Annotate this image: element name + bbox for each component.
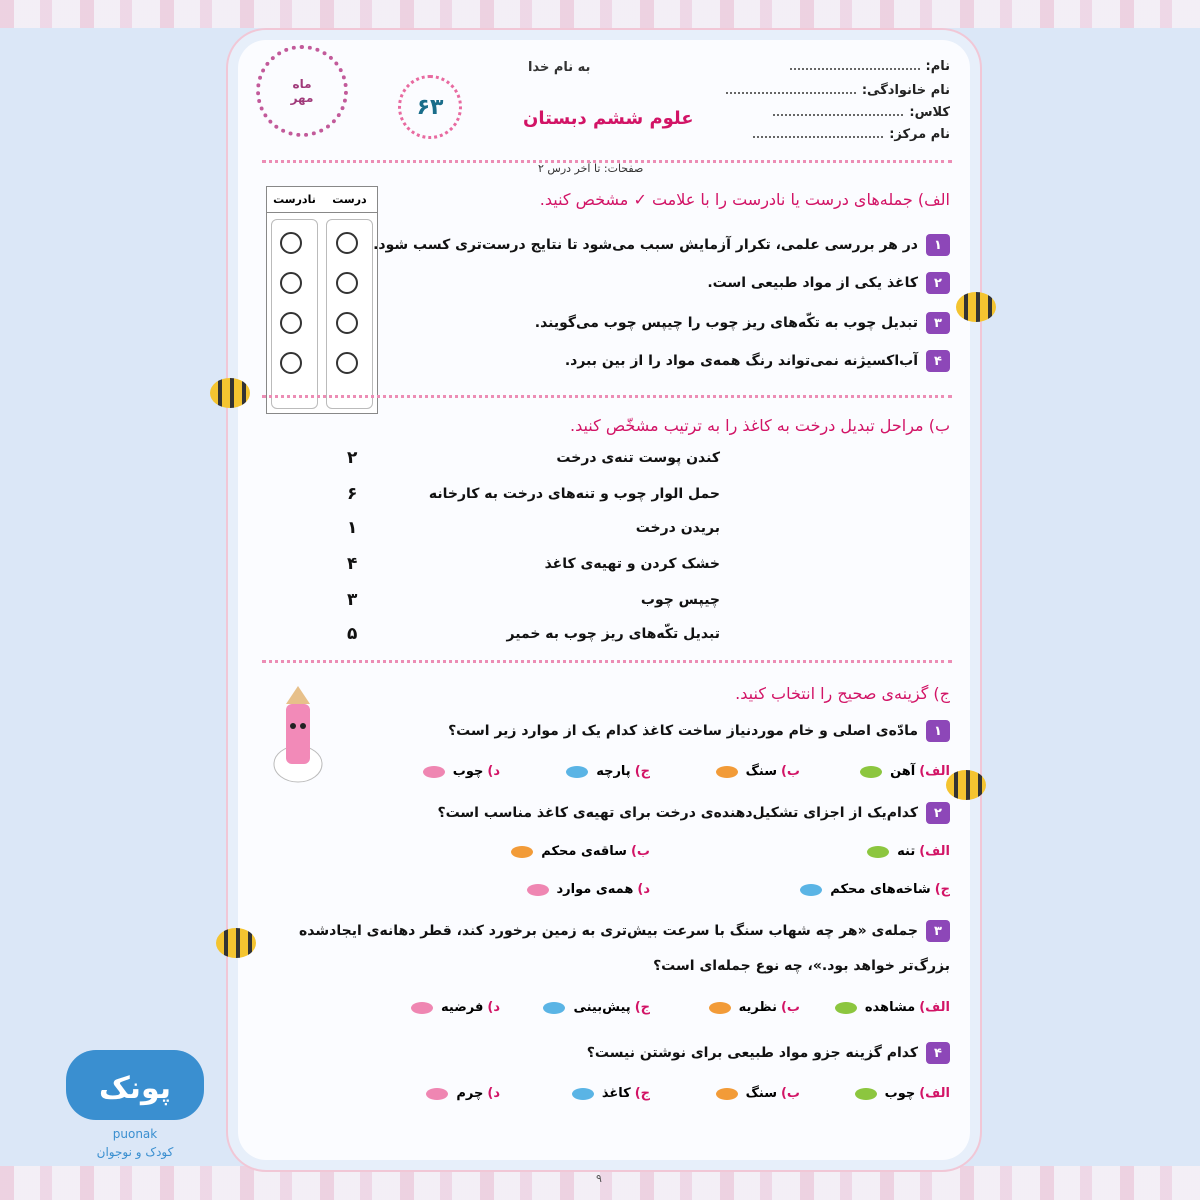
option[interactable] bbox=[500, 1000, 650, 1015]
leaf-icon bbox=[860, 766, 882, 778]
subject-title: علوم ششم دبستان bbox=[523, 108, 694, 129]
option-letter: ب) bbox=[630, 844, 650, 859]
leaf-icon bbox=[835, 1002, 857, 1014]
question-text: تبدیل چوب به تکّه‌های ریز چوب را چیپس چوب می‌گویند. bbox=[534, 315, 918, 331]
option-text: آهن bbox=[890, 764, 916, 779]
option-text: سنگ bbox=[745, 764, 777, 779]
true-choice-4[interactable] bbox=[336, 352, 358, 374]
section-b-title: ب) مراحل تبدیل درخت به کاغذ را به ترتیب مشخّص کنید. bbox=[569, 416, 950, 435]
class-field[interactable] bbox=[773, 104, 950, 120]
question-text: کدام‌یک از اجزای تشکیل‌دهنده‌ی درخت برای تهیه‌ی کاغذ مناسب است؟ bbox=[437, 805, 918, 821]
step-text: حمل الوار چوب و تنه‌های درخت به کارخانه bbox=[428, 486, 720, 502]
true-choice-2[interactable] bbox=[336, 272, 358, 294]
option[interactable] bbox=[650, 844, 950, 859]
option-text: سنگ bbox=[745, 1086, 777, 1101]
leaf-icon bbox=[411, 1002, 433, 1014]
section-a-title: الف) جمله‌های درست یا نادرست را با علامت ✓ مشخص کنید. bbox=[539, 190, 950, 209]
option-text: همه‌ی موارد bbox=[556, 882, 634, 897]
step-text: کندن پوست تنه‌ی درخت bbox=[556, 450, 720, 466]
flower-border-top bbox=[0, 0, 1200, 28]
family-label: نام خانوادگی: bbox=[861, 83, 950, 98]
option-text: تنه bbox=[897, 844, 916, 859]
option-letter: ج) bbox=[934, 882, 950, 897]
month-label: ماه bbox=[292, 77, 312, 91]
worksheet-header bbox=[238, 40, 970, 175]
option-text: شاخه‌های محکم bbox=[830, 882, 931, 897]
question-text: مادّه‌ی اصلی و خام موردنیاز ساخت کاغذ کدام یک از موارد زیر است؟ bbox=[448, 723, 918, 739]
question-text: کاغذ یکی از مواد طبیعی است. bbox=[707, 275, 918, 291]
option[interactable] bbox=[500, 764, 650, 779]
question-text: کدام گزینه جزو مواد طبیعی برای نوشتن نیست؟ bbox=[586, 1045, 918, 1061]
option[interactable] bbox=[350, 1086, 500, 1101]
center-field[interactable] bbox=[753, 126, 950, 142]
false-choice-1[interactable] bbox=[280, 232, 302, 254]
name-label: نام: bbox=[925, 59, 950, 74]
svg-text:پونک: پونک bbox=[98, 1071, 172, 1106]
exam-number-badge: ۶۳ bbox=[398, 75, 462, 139]
question-a-1 bbox=[373, 234, 950, 256]
question-text: جمله‌ی «هر چه شهاب سنگ با سرعت بیش‌تری به زمین برخورد کند، قطر دهانه‌ی ایجادشده bbox=[299, 923, 918, 939]
leaf-icon bbox=[543, 1002, 565, 1014]
options-c-3 bbox=[350, 1000, 950, 1015]
question-text: در هر بررسی علمی، تکرار آزمایش سبب می‌شود تا نتایج درست‌تری کسب شود. bbox=[373, 237, 918, 253]
option-letter: ب) bbox=[780, 1086, 800, 1101]
option-letter: ج) bbox=[634, 764, 650, 779]
svg-text:کودک و نوجوان: کودک و نوجوان bbox=[96, 1145, 174, 1159]
leaf-icon bbox=[716, 766, 738, 778]
option[interactable] bbox=[650, 882, 950, 897]
leaf-icon bbox=[800, 884, 822, 896]
step-order[interactable]: ۵ bbox=[347, 624, 358, 644]
question-a-2 bbox=[707, 272, 950, 294]
question-text: آب‌اکسیژنه نمی‌تواند رنگ همه‌ی مواد را از بین ببرد. bbox=[564, 353, 918, 369]
option-text: نظریه bbox=[738, 1000, 777, 1015]
question-c-1 bbox=[448, 720, 950, 742]
question-number: ۱ bbox=[926, 234, 950, 256]
option[interactable] bbox=[500, 1086, 650, 1101]
svg-text:puonak: puonak bbox=[112, 1127, 158, 1141]
option-letter: ج) bbox=[634, 1000, 650, 1015]
question-number: ۳ bbox=[926, 312, 950, 334]
option[interactable] bbox=[650, 764, 800, 779]
bee-icon bbox=[946, 770, 986, 800]
bee-icon bbox=[956, 292, 996, 322]
option-text: چوب bbox=[452, 764, 484, 779]
pages-range: صفحات: تا آخر درس ۲ bbox=[538, 162, 644, 175]
options-c-2-row1 bbox=[450, 844, 950, 859]
false-choice-2[interactable] bbox=[280, 272, 302, 294]
option-text: چوب bbox=[884, 1086, 916, 1101]
divider bbox=[262, 395, 952, 398]
option-text: فرضیه bbox=[441, 1000, 484, 1015]
option-letter: الف) bbox=[919, 1000, 950, 1015]
option-letter: الف) bbox=[919, 764, 950, 779]
leaf-icon bbox=[855, 1088, 877, 1100]
leaf-icon bbox=[527, 884, 549, 896]
class-label: کلاس: bbox=[909, 105, 950, 120]
leaf-icon bbox=[572, 1088, 594, 1100]
leaf-icon bbox=[716, 1088, 738, 1100]
bee-icon bbox=[210, 378, 250, 408]
false-choice-4[interactable] bbox=[280, 352, 302, 374]
step-order[interactable]: ۲ bbox=[347, 448, 358, 468]
option-letter: ب) bbox=[780, 1000, 800, 1015]
option[interactable] bbox=[800, 1000, 950, 1015]
option-text: ساقه‌ی محکم bbox=[541, 844, 627, 859]
option[interactable] bbox=[800, 1086, 950, 1101]
leaf-icon bbox=[566, 766, 588, 778]
step-order[interactable]: ۱ bbox=[347, 518, 358, 538]
page-number: ۹ bbox=[596, 1172, 602, 1185]
question-number: ۴ bbox=[926, 1042, 950, 1064]
option-text: پارچه bbox=[596, 764, 631, 779]
leaf-icon bbox=[867, 846, 889, 858]
options-c-4 bbox=[350, 1086, 950, 1101]
step-order[interactable]: ۳ bbox=[347, 590, 358, 610]
true-false-table bbox=[266, 186, 378, 414]
option-letter: الف) bbox=[919, 1086, 950, 1101]
option[interactable] bbox=[450, 844, 650, 859]
family-field[interactable] bbox=[726, 82, 950, 98]
center-label: نام مرکز: bbox=[889, 127, 950, 142]
pencil-character-icon bbox=[270, 684, 326, 784]
leaf-icon bbox=[426, 1088, 448, 1100]
name-field[interactable] bbox=[790, 58, 951, 74]
option-letter: الف) bbox=[919, 844, 950, 859]
divider bbox=[262, 660, 952, 663]
option-letter: د) bbox=[637, 882, 650, 897]
option[interactable] bbox=[450, 882, 650, 897]
step-order[interactable]: ۶ bbox=[347, 484, 358, 504]
true-choice-3[interactable] bbox=[336, 312, 358, 334]
option-letter: د) bbox=[487, 1000, 500, 1015]
option-letter: ب) bbox=[780, 764, 800, 779]
puonak-logo bbox=[60, 1040, 210, 1160]
option[interactable] bbox=[800, 764, 950, 779]
question-a-3 bbox=[535, 312, 950, 334]
option-letter: د) bbox=[487, 1086, 500, 1101]
option[interactable] bbox=[350, 1000, 500, 1015]
step-text: بریدن درخت bbox=[635, 520, 720, 536]
step-text: تبدیل تکّه‌های ریز چوب به خمیر bbox=[506, 626, 720, 642]
true-column-header: درست bbox=[332, 193, 367, 206]
option-text: کاغذ bbox=[601, 1086, 631, 1101]
section-c-title: ج) گزینه‌ی صحیح را انتخاب کنید. bbox=[735, 684, 950, 703]
question-number: ۱ bbox=[926, 720, 950, 742]
question-c-4 bbox=[587, 1042, 950, 1064]
false-choice-3[interactable] bbox=[280, 312, 302, 334]
option-letter: ج) bbox=[634, 1086, 650, 1101]
question-a-4 bbox=[565, 350, 950, 372]
option[interactable] bbox=[650, 1000, 800, 1015]
step-text: چیپس چوب bbox=[640, 592, 720, 608]
option-text: چرم bbox=[456, 1086, 484, 1101]
question-number: ۳ bbox=[926, 920, 950, 942]
leaf-icon bbox=[709, 1002, 731, 1014]
question-number: ۲ bbox=[926, 272, 950, 294]
options-c-2-row2 bbox=[450, 882, 950, 897]
option[interactable] bbox=[350, 764, 500, 779]
divider bbox=[262, 160, 952, 163]
month-badge bbox=[256, 45, 348, 137]
false-column-header: نادرست bbox=[273, 193, 316, 206]
leaf-icon bbox=[511, 846, 533, 858]
bee-icon bbox=[216, 928, 256, 958]
step-text: خشک کردن و تهیه‌ی کاغذ bbox=[544, 556, 720, 572]
option[interactable] bbox=[650, 1086, 800, 1101]
option-letter: د) bbox=[487, 764, 500, 779]
question-c-3-cont: بزرگ‌تر خواهد بود.»، چه نوع جمله‌ای است؟ bbox=[653, 958, 950, 974]
step-order[interactable]: ۴ bbox=[347, 554, 358, 574]
option-text: مشاهده bbox=[864, 1000, 916, 1015]
true-choice-1[interactable] bbox=[336, 232, 358, 254]
question-number: ۴ bbox=[926, 350, 950, 372]
month-value: مهر bbox=[290, 91, 314, 105]
question-c-3 bbox=[299, 920, 950, 942]
option-text: پیش‌بینی bbox=[573, 1000, 631, 1015]
question-c-2 bbox=[437, 802, 950, 824]
options-c-1 bbox=[350, 764, 950, 779]
question-number: ۲ bbox=[926, 802, 950, 824]
leaf-icon bbox=[423, 766, 445, 778]
basmala: به نام خدا bbox=[528, 60, 591, 75]
